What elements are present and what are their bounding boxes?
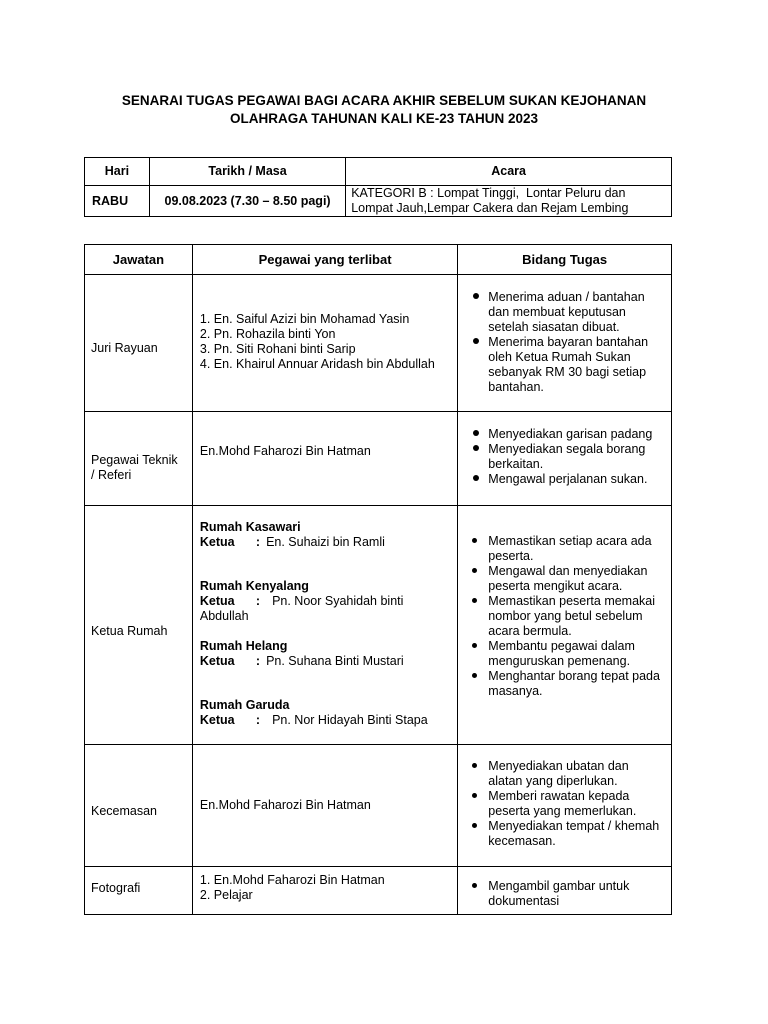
table-row: [85, 275, 672, 412]
title-line-2: OLAHRAGA TAHUNAN KALI KE-23 TAHUN 2023: [229, 111, 539, 126]
pegawai-item: 2. Pelajar: [199, 887, 253, 902]
tugas-ketua-rumah: [458, 506, 672, 745]
ketua-colon: :: [255, 713, 261, 727]
pegawai-ketua-rumah: [192, 506, 457, 745]
list-item: Menyediakan tempat / khemah kecemasan.: [464, 819, 663, 849]
cell-tarikh: 09.08.2023 (7.30 – 8.50 pagi): [149, 186, 345, 217]
list-item: Membantu pegawai dalam menguruskan pemenang.: [464, 639, 663, 669]
header-hari: Hari: [85, 158, 150, 186]
ketua-colon: :: [255, 535, 261, 549]
house-name: Rumah Helang: [199, 639, 288, 653]
house-name: Rumah Kenyalang: [199, 579, 309, 593]
cell-hari: RABU: [85, 186, 150, 217]
ketua-label: Ketua: [199, 535, 235, 549]
house-kenyalang: [200, 579, 457, 624]
pegawai-item: 2. Pn. Rohazila binti Yon: [199, 327, 336, 341]
ketua-name: Pn. Nor Hidayah Binti Stapa: [272, 713, 428, 727]
pegawai-fotografi: [192, 867, 457, 915]
list-item: Mengawal dan menyediakan peserta mengikut acara.: [464, 564, 663, 594]
jawatan-line: Pegawai Teknik: [91, 452, 178, 467]
list-item: Menerima bayaran bantahan oleh Ketua Rumah Sukan sebanyak RM 30 bagi setiap bantahan.: [464, 335, 663, 395]
tugas-pegawai-teknik: [458, 412, 672, 506]
table-row: [85, 867, 672, 915]
ketua-name: Pn. Suhana Binti Mustari: [266, 654, 404, 668]
list-item: Menyediakan ubatan dan alatan yang diperlukan.: [464, 759, 663, 789]
header-acara: Acara: [346, 158, 672, 186]
list-item: Mengambil gambar untuk dokumentasi: [464, 879, 663, 909]
list-item: Menyediakan garisan padang: [464, 427, 663, 442]
pegawai-teknik: [192, 412, 457, 506]
ketua-colon: :: [255, 594, 261, 608]
list-item: Memastikan setiap acara ada peserta.: [464, 534, 663, 564]
jawatan-ketua-rumah: Ketua Rumah: [85, 506, 193, 745]
list-item: Mengawal perjalanan sukan.: [464, 472, 663, 487]
info-table-row: [85, 186, 672, 217]
duty-table: [84, 244, 672, 915]
jawatan-kecemasan: Kecemasan: [85, 745, 193, 867]
house-kasawari: [200, 520, 457, 550]
ketua-label: Ketua: [199, 713, 235, 727]
list-item: Menyediakan segala borang berkaitan.: [464, 442, 663, 472]
acara-line-2: Lompat Jauh,Lempar Cakera dan Rejam Lembing: [351, 201, 629, 215]
document-title: [84, 92, 684, 128]
jawatan-pegawai-teknik: [85, 412, 193, 506]
header-tarikh: Tarikh / Masa: [149, 158, 345, 186]
cell-acara: [346, 186, 672, 217]
list-item: Memastikan peserta memakai nombor yang betul sebelum acara bermula.: [464, 594, 663, 639]
tugas-kecemasan: [458, 745, 672, 867]
pegawai-item: En.Mohd Faharozi Bin Hatman: [199, 798, 371, 812]
jawatan-juri-rayuan: Juri Rayuan: [85, 275, 193, 412]
pegawai-item: 1. En.Mohd Faharozi Bin Hatman: [199, 872, 385, 887]
house-name: Rumah Garuda: [199, 698, 290, 712]
tugas-juri-rayuan: [458, 275, 672, 412]
duty-table-header: [85, 245, 672, 275]
house-garuda: [200, 698, 457, 728]
pegawai-item: En.Mohd Faharozi Bin Hatman: [199, 444, 371, 458]
header-jawatan: Jawatan: [85, 245, 193, 275]
acara-line-1: KATEGORI B : Lompat Tinggi, Lontar Peluru dan: [351, 186, 626, 200]
house-name: Rumah Kasawari: [199, 520, 301, 534]
ketua-name-cont: Abdullah: [199, 609, 249, 623]
list-item: Menghantar borang tepat pada masanya.: [464, 669, 663, 699]
ketua-name: Pn. Noor Syahidah binti: [272, 594, 404, 608]
info-table: [84, 157, 672, 217]
table-row: [85, 745, 672, 867]
house-helang: [200, 639, 457, 669]
jawatan-line: / Referi: [91, 467, 132, 482]
header-bidang-tugas: Bidang Tugas: [458, 245, 672, 275]
title-line-1: SENARAI TUGAS PEGAWAI BAGI ACARA AKHIR SEBELUM SUKAN KEJOHANAN: [121, 93, 647, 108]
pegawai-item: 1. En. Saiful Azizi bin Mohamad Yasin: [199, 312, 410, 326]
pegawai-juri-rayuan: [192, 275, 457, 412]
ketua-name: En. Suhaizi bin Ramli: [266, 535, 385, 549]
table-row: [85, 506, 672, 745]
pegawai-item: 4. En. Khairul Annuar Aridash bin Abdullah: [199, 357, 435, 371]
table-row: [85, 412, 672, 506]
ketua-colon: :: [255, 654, 261, 668]
pegawai-kecemasan: [192, 745, 457, 867]
list-item: Memberi rawatan kepada peserta yang memerlukan.: [464, 789, 663, 819]
list-item: Menerima aduan / bantahan dan membuat keputusan setelah siasatan dibuat.: [464, 290, 663, 335]
ketua-label: Ketua: [199, 594, 235, 608]
info-table-header: [85, 158, 672, 186]
header-pegawai: Pegawai yang terlibat: [192, 245, 457, 275]
jawatan-fotografi: Fotografi: [85, 867, 193, 915]
ketua-label: Ketua: [199, 654, 235, 668]
tugas-fotografi: [458, 867, 672, 915]
pegawai-item: 3. Pn. Siti Rohani binti Sarip: [199, 342, 356, 356]
